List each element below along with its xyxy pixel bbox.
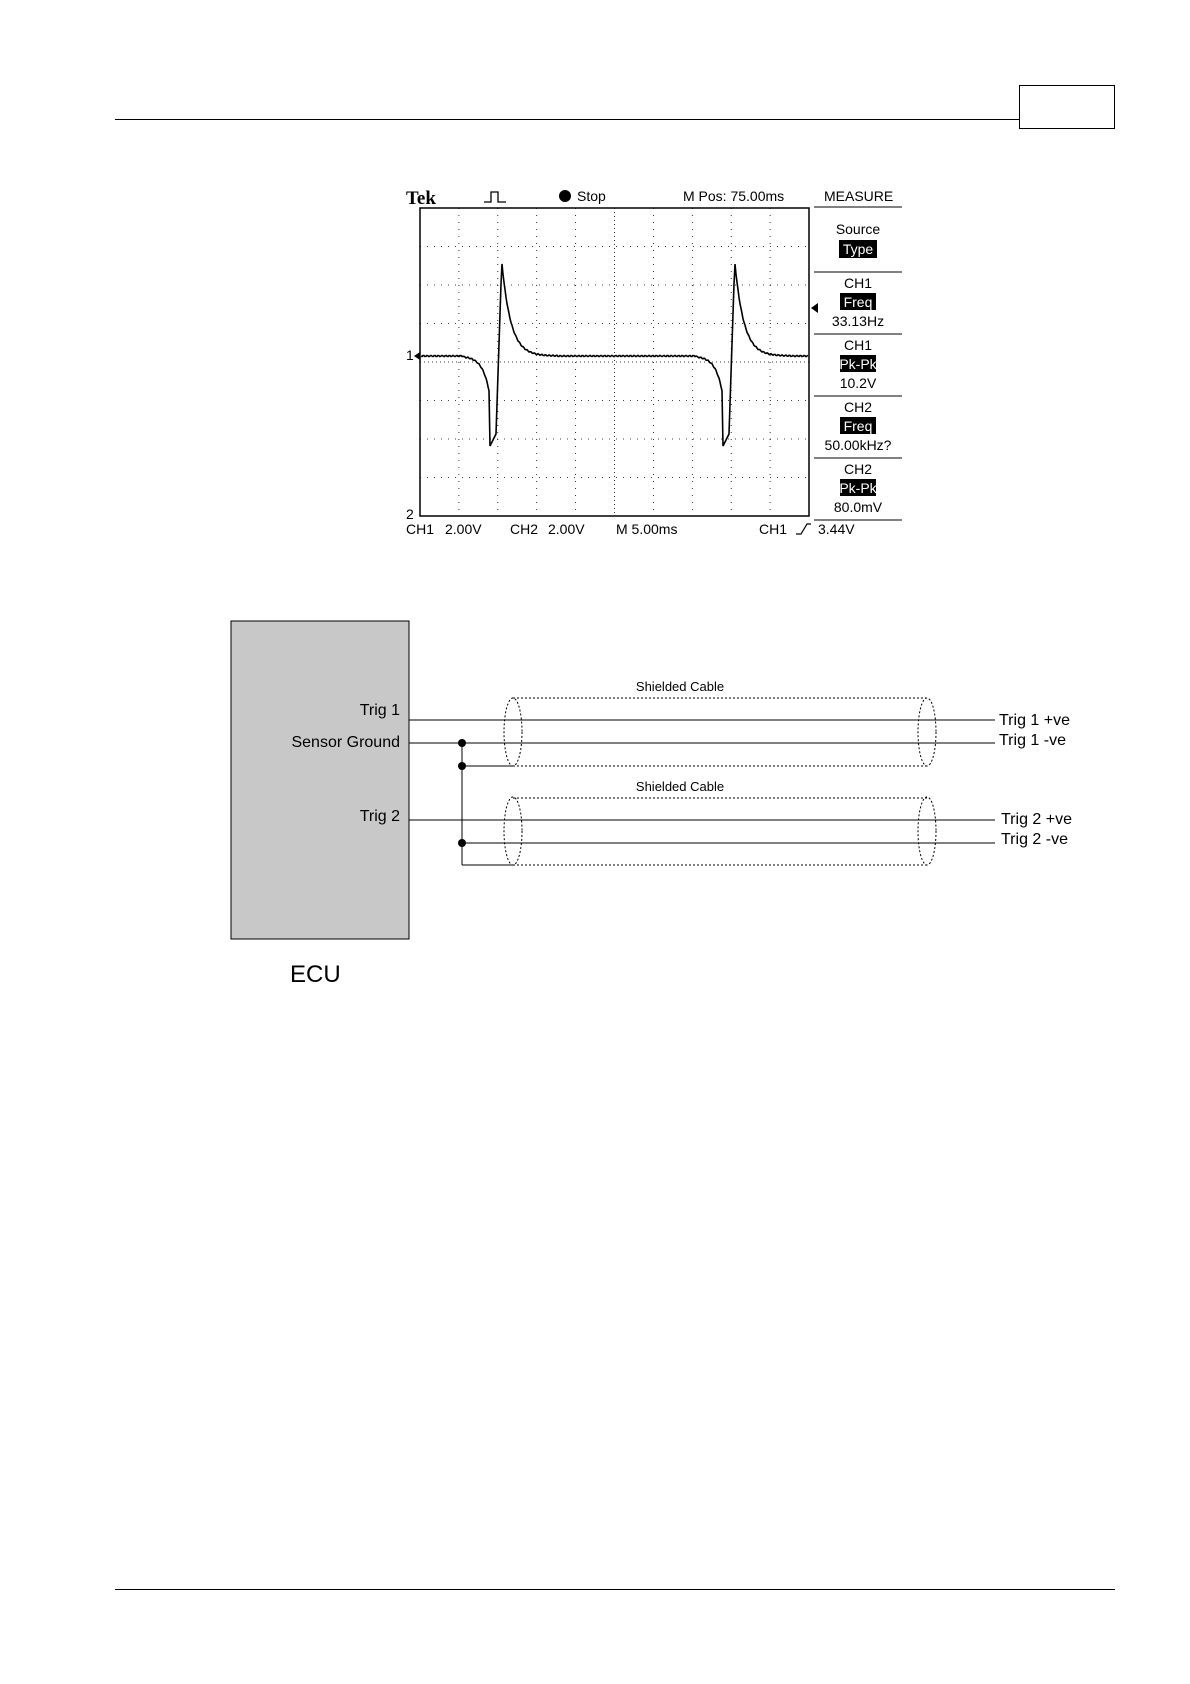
ecu-box xyxy=(231,621,409,939)
menu-source-label: Source xyxy=(835,221,881,237)
footer-trigger-channel: CH1 xyxy=(759,521,788,537)
junction-dot xyxy=(458,739,466,747)
ch1-waveform-trace xyxy=(421,264,808,446)
measure-value: 50.00kHz? xyxy=(824,437,892,453)
label-trig1-neg: Trig 1 -ve xyxy=(999,732,1066,749)
measure-channel: CH1 xyxy=(843,337,873,353)
cable-label-2: Shielded Cable xyxy=(635,779,725,794)
cable-label-1: Shielded Cable xyxy=(635,679,725,694)
label-trig2: Trig 2 xyxy=(359,808,400,825)
scope-mpos: M Pos: 75.00ms xyxy=(683,188,785,204)
ch1-marker: 1 xyxy=(406,347,414,363)
label-trig1: Trig 1 xyxy=(359,702,400,719)
page-number-box xyxy=(1019,85,1115,129)
label-trig2-pos: Trig 2 +ve xyxy=(1001,811,1072,828)
measure-channel: CH2 xyxy=(843,399,873,415)
ch2-marker: 2 xyxy=(406,506,414,522)
label-trig2-neg: Trig 2 -ve xyxy=(1001,831,1068,848)
footer-trigger-level: 3.44V xyxy=(818,521,855,537)
junction-dot xyxy=(458,839,466,847)
oscilloscope-screenshot xyxy=(406,184,906,540)
footer-rule xyxy=(115,1589,1115,1590)
measure-value: 10.2V xyxy=(839,375,877,391)
rising-edge-icon xyxy=(796,524,811,534)
measure-channel: CH2 xyxy=(843,461,873,477)
shielded-cable-1 xyxy=(504,698,936,766)
menu-type-label: Type xyxy=(842,241,874,257)
measure-type: Pk-Pk xyxy=(839,480,877,496)
measure-type: Freq xyxy=(843,418,873,434)
shielded-cable-2 xyxy=(504,797,936,865)
wiring-diagram xyxy=(230,620,1090,1000)
scope-status: Stop xyxy=(577,188,606,204)
scope-brand: Tek xyxy=(406,188,436,209)
footer-ch2-scale: 2.00V xyxy=(548,521,585,537)
stop-dot-icon xyxy=(559,190,571,202)
graticule-grid xyxy=(420,208,809,516)
menu-select-arrow-icon xyxy=(811,303,818,313)
header-rule xyxy=(115,119,1019,120)
measure-type: Pk-Pk xyxy=(839,356,877,372)
ch1-marker-arrow-icon xyxy=(414,352,420,360)
measure-value: 80.0mV xyxy=(833,499,883,515)
footer-timebase: M 5.00ms xyxy=(616,521,678,537)
measure-menu xyxy=(811,221,902,520)
label-sensor-ground: Sensor Ground xyxy=(291,734,400,751)
graticule-frame xyxy=(420,208,809,516)
measure-type: Freq xyxy=(843,294,873,310)
measure-value: 33.13Hz xyxy=(831,313,885,329)
footer-ch1-scale: 2.00V xyxy=(445,521,482,537)
measure-channel: CH1 xyxy=(843,275,873,291)
footer-ch2: CH2 xyxy=(510,521,539,537)
label-trig1-pos: Trig 1 +ve xyxy=(999,712,1070,729)
footer-ch1: CH1 xyxy=(406,521,435,537)
junction-dot xyxy=(458,762,466,770)
ecu-label: ECU xyxy=(290,961,341,988)
trigger-pulse-icon xyxy=(484,192,506,202)
menu-title: MEASURE xyxy=(824,188,894,204)
